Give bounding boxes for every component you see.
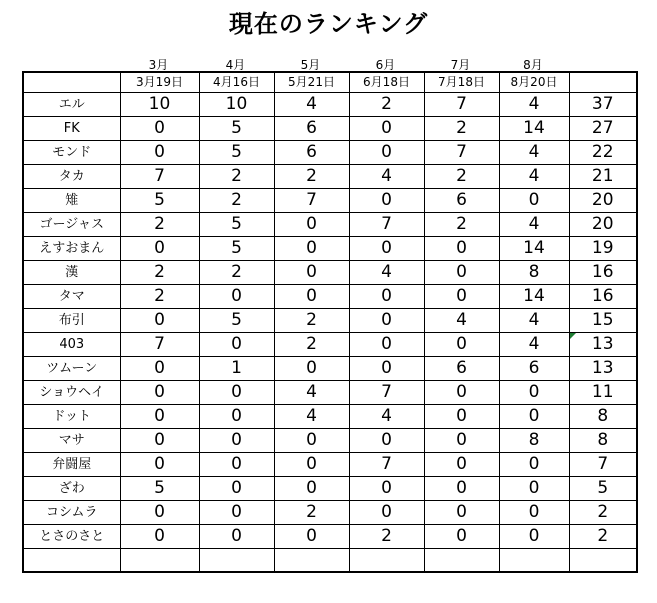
score-cell[interactable]: 0	[120, 405, 199, 429]
score-cell[interactable]: 7	[120, 333, 199, 357]
score-cell[interactable]: 0	[424, 237, 499, 261]
page-title: 現在のランキング	[228, 10, 429, 38]
score-cell[interactable]: 2	[120, 261, 199, 285]
score-cell[interactable]: 4	[349, 405, 424, 429]
score-cell[interactable]: 0	[499, 453, 569, 477]
header-row	[23, 72, 637, 93]
empty-cell[interactable]	[424, 549, 499, 573]
score-cell[interactable]: 2	[424, 117, 499, 141]
score-cell[interactable]: 0	[349, 141, 424, 165]
date-header-cell[interactable]: 3月19日	[120, 72, 199, 93]
table-row	[23, 477, 637, 501]
total-cell[interactable]: 7	[569, 453, 637, 477]
score-cell[interactable]: 2	[199, 261, 274, 285]
date-header-cell[interactable]: 8月20日	[499, 72, 569, 93]
player-name-cell[interactable]: コシムラ	[23, 501, 120, 525]
table-row	[23, 117, 637, 141]
score-cell[interactable]: 6	[424, 189, 499, 213]
score-cell[interactable]: 2	[274, 165, 349, 189]
score-cell[interactable]: 0	[120, 309, 199, 333]
score-cell[interactable]: 0	[199, 477, 274, 501]
score-cell[interactable]: 4	[499, 309, 569, 333]
empty-cell[interactable]	[199, 549, 274, 573]
score-cell[interactable]: 7	[349, 213, 424, 237]
table-row	[23, 237, 637, 261]
score-cell[interactable]: 4	[499, 141, 569, 165]
score-cell[interactable]: 5	[199, 141, 274, 165]
score-cell[interactable]: 4	[274, 93, 349, 117]
score-cell[interactable]: 0	[274, 213, 349, 237]
score-cell[interactable]: 0	[499, 477, 569, 501]
score-cell[interactable]: 2	[120, 285, 199, 309]
score-cell[interactable]: 0	[274, 453, 349, 477]
score-cell[interactable]: 6	[274, 117, 349, 141]
month-label: 8月	[523, 58, 543, 72]
total-cell[interactable]: 5	[569, 477, 637, 501]
score-cell[interactable]: 0	[199, 525, 274, 549]
table-row	[23, 261, 637, 285]
score-cell[interactable]: 7	[274, 189, 349, 213]
player-name-cell[interactable]: 雉	[23, 189, 120, 213]
score-cell[interactable]: 1	[199, 357, 274, 381]
month-label: 7月	[450, 58, 471, 72]
score-cell[interactable]: 2	[199, 165, 274, 189]
score-cell[interactable]: 4	[349, 261, 424, 285]
total-cell[interactable]: 2	[569, 525, 637, 549]
score-cell[interactable]: 2	[199, 189, 274, 213]
player-name-cell[interactable]: ショウヘイ	[23, 381, 120, 405]
table-row	[23, 285, 637, 309]
score-cell[interactable]: 0	[349, 357, 424, 381]
score-cell[interactable]: 0	[274, 261, 349, 285]
table-row	[23, 189, 637, 213]
score-cell[interactable]: 0	[499, 405, 569, 429]
table-row	[23, 525, 637, 549]
score-cell[interactable]: 0	[120, 357, 199, 381]
score-cell[interactable]: 5	[120, 477, 199, 501]
score-cell[interactable]: 7	[120, 165, 199, 189]
score-cell[interactable]: 0	[199, 501, 274, 525]
table-row	[23, 429, 637, 453]
score-cell[interactable]: 0	[349, 309, 424, 333]
score-cell[interactable]: 8	[499, 429, 569, 453]
score-cell[interactable]: 0	[424, 525, 499, 549]
player-name-cell[interactable]: ゴージャス	[23, 213, 120, 237]
table-row	[23, 357, 637, 381]
score-cell[interactable]: 2	[349, 525, 424, 549]
score-cell[interactable]: 0	[349, 189, 424, 213]
score-cell[interactable]: 0	[499, 381, 569, 405]
score-cell[interactable]: 4	[499, 93, 569, 117]
score-cell[interactable]: 0	[499, 501, 569, 525]
score-cell[interactable]: 7	[349, 381, 424, 405]
score-cell[interactable]: 0	[424, 381, 499, 405]
score-cell[interactable]: 0	[199, 429, 274, 453]
score-cell[interactable]: 0	[120, 501, 199, 525]
score-cell[interactable]: 5	[199, 309, 274, 333]
score-cell[interactable]: 7	[349, 453, 424, 477]
score-cell[interactable]: 4	[499, 165, 569, 189]
score-cell[interactable]: 0	[349, 285, 424, 309]
score-cell[interactable]: 0	[274, 237, 349, 261]
table-row	[23, 501, 637, 525]
total-cell[interactable]: 16	[569, 285, 637, 309]
score-cell[interactable]: 0	[120, 117, 199, 141]
score-cell[interactable]: 6	[274, 141, 349, 165]
score-cell[interactable]: 0	[274, 477, 349, 501]
score-cell[interactable]: 0	[349, 333, 424, 357]
score-cell[interactable]: 0	[274, 285, 349, 309]
score-cell[interactable]: 0	[274, 429, 349, 453]
score-cell[interactable]: 0	[199, 333, 274, 357]
player-name-cell[interactable]: ドット	[23, 405, 120, 429]
score-cell[interactable]: 7	[424, 141, 499, 165]
table-row	[23, 141, 637, 165]
player-name-cell[interactable]: マサ	[23, 429, 120, 453]
score-cell[interactable]: 0	[349, 237, 424, 261]
player-name-cell[interactable]: タマ	[23, 285, 120, 309]
total-cell[interactable]: 13	[569, 357, 637, 381]
player-name-cell[interactable]: モンド	[23, 141, 120, 165]
date-header-cell[interactable]: 5月21日	[274, 72, 349, 93]
score-cell[interactable]: 5	[199, 237, 274, 261]
comment-indicator-icon	[570, 333, 576, 339]
player-name-cell[interactable]: 403	[23, 333, 120, 357]
empty-cell[interactable]	[349, 549, 424, 573]
date-header-cell[interactable]: 7月18日	[424, 72, 499, 93]
score-cell[interactable]: 2	[274, 501, 349, 525]
score-cell[interactable]: 2	[120, 213, 199, 237]
score-cell[interactable]: 4	[499, 333, 569, 357]
score-cell[interactable]: 5	[120, 189, 199, 213]
month-label: 4月	[225, 58, 246, 72]
score-cell[interactable]: 0	[349, 501, 424, 525]
table-row	[23, 333, 637, 357]
score-cell[interactable]: 6	[424, 357, 499, 381]
score-cell[interactable]: 6	[499, 357, 569, 381]
empty-cell[interactable]	[569, 549, 637, 573]
score-cell[interactable]: 10	[120, 93, 199, 117]
score-cell[interactable]: 0	[424, 453, 499, 477]
month-labels	[119, 56, 565, 72]
total-cell[interactable]: 27	[569, 117, 637, 141]
total-cell[interactable]: 20	[569, 213, 637, 237]
score-cell[interactable]: 0	[424, 477, 499, 501]
table-row	[23, 165, 637, 189]
month-label: 6月	[375, 58, 396, 72]
total-cell[interactable]: 8	[569, 429, 637, 453]
score-cell[interactable]: 0	[424, 501, 499, 525]
month-label: 3月	[148, 58, 169, 72]
empty-cell[interactable]	[23, 549, 120, 573]
date-header-cell[interactable]: 4月16日	[199, 72, 274, 93]
score-cell[interactable]: 0	[349, 429, 424, 453]
score-cell[interactable]: 2	[274, 333, 349, 357]
empty-cell[interactable]	[499, 549, 569, 573]
score-cell[interactable]: 4	[274, 405, 349, 429]
player-name-cell[interactable]: 漢	[23, 261, 120, 285]
score-cell[interactable]: 14	[499, 285, 569, 309]
score-cell[interactable]: 8	[499, 261, 569, 285]
score-cell[interactable]: 14	[499, 117, 569, 141]
table-row	[23, 405, 637, 429]
score-cell[interactable]: 5	[199, 117, 274, 141]
score-cell[interactable]: 4	[349, 165, 424, 189]
score-cell[interactable]: 0	[424, 333, 499, 357]
empty-cell[interactable]	[274, 549, 349, 573]
table-row	[23, 381, 637, 405]
total-cell[interactable]: 20	[569, 189, 637, 213]
score-cell[interactable]: 5	[199, 213, 274, 237]
score-cell[interactable]: 2	[424, 213, 499, 237]
total-cell[interactable]: 22	[569, 141, 637, 165]
player-name-cell[interactable]: エル	[23, 93, 120, 117]
score-cell[interactable]: 0	[120, 237, 199, 261]
score-cell[interactable]: 0	[199, 285, 274, 309]
table-row	[23, 213, 637, 237]
score-cell[interactable]: 0	[120, 525, 199, 549]
table-row	[23, 309, 637, 333]
score-cell[interactable]: 4	[424, 309, 499, 333]
total-cell[interactable]: 13	[569, 333, 637, 357]
score-cell[interactable]: 0	[499, 189, 569, 213]
score-cell[interactable]: 7	[424, 93, 499, 117]
score-cell[interactable]: 4	[274, 381, 349, 405]
score-cell[interactable]: 0	[424, 261, 499, 285]
empty-row	[23, 549, 637, 573]
score-cell[interactable]: 2	[274, 309, 349, 333]
score-cell[interactable]: 0	[274, 357, 349, 381]
player-name-cell[interactable]: FK	[23, 117, 120, 141]
score-cell[interactable]: 0	[349, 117, 424, 141]
score-cell[interactable]: 0	[499, 525, 569, 549]
date-header-cell[interactable]: 6月18日	[349, 72, 424, 93]
total-cell[interactable]: 2	[569, 501, 637, 525]
score-cell[interactable]: 0	[349, 477, 424, 501]
score-cell[interactable]: 14	[499, 237, 569, 261]
score-cell[interactable]: 10	[199, 93, 274, 117]
total-cell[interactable]: 21	[569, 165, 637, 189]
score-cell[interactable]: 0	[120, 381, 199, 405]
ranking-table	[22, 71, 638, 573]
score-cell[interactable]: 2	[424, 165, 499, 189]
player-name-cell[interactable]: ざわ	[23, 477, 120, 501]
score-cell[interactable]: 2	[349, 93, 424, 117]
total-cell[interactable]: 19	[569, 237, 637, 261]
month-label: 5月	[300, 58, 321, 72]
player-name-cell[interactable]: とさのさと	[23, 525, 120, 549]
total-cell[interactable]: 15	[569, 309, 637, 333]
score-cell[interactable]: 0	[120, 453, 199, 477]
score-cell[interactable]: 0	[424, 285, 499, 309]
score-cell[interactable]: 0	[199, 381, 274, 405]
score-cell[interactable]: 0	[120, 429, 199, 453]
header-total-cell[interactable]	[569, 72, 637, 93]
score-cell[interactable]: 0	[424, 429, 499, 453]
total-cell[interactable]: 16	[569, 261, 637, 285]
score-cell[interactable]: 0	[424, 405, 499, 429]
score-cell[interactable]: 4	[499, 213, 569, 237]
score-cell[interactable]: 0	[274, 525, 349, 549]
total-cell[interactable]: 11	[569, 381, 637, 405]
player-name-cell[interactable]: えすおまん	[23, 237, 120, 261]
header-name-cell[interactable]	[23, 72, 120, 93]
total-cell[interactable]: 37	[569, 93, 637, 117]
table-row	[23, 453, 637, 477]
empty-cell[interactable]	[120, 549, 199, 573]
score-cell[interactable]: 0	[199, 405, 274, 429]
player-name-cell[interactable]: ツムーン	[23, 357, 120, 381]
score-cell[interactable]: 0	[120, 141, 199, 165]
total-cell[interactable]: 8	[569, 405, 637, 429]
player-name-cell[interactable]: タカ	[23, 165, 120, 189]
player-name-cell[interactable]: 布引	[23, 309, 120, 333]
score-cell[interactable]: 0	[199, 453, 274, 477]
player-name-cell[interactable]: 弁闘屋	[23, 453, 120, 477]
table-row	[23, 93, 637, 117]
